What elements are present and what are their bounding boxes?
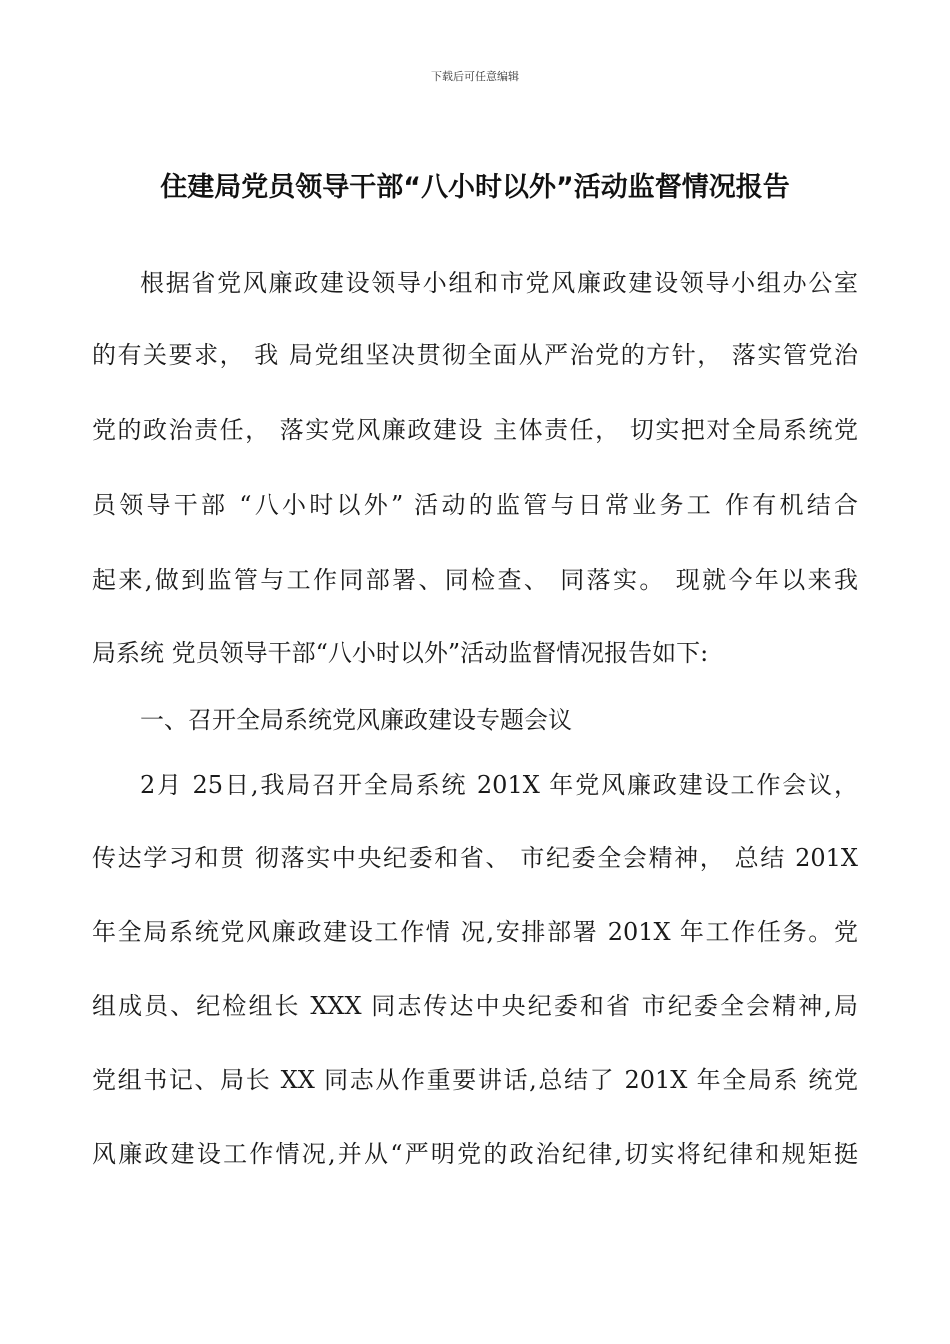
paragraph-line: 起来,做到监管与工作同部署、同检查、 同落实。 现就今年以来我 xyxy=(92,566,858,594)
paragraph-line: 风廉政建设工作情况,并从“严明党的政治纪律,切实将纪律和规矩挺 xyxy=(92,1140,858,1168)
paragraph-line: 2月 25日,我局召开全局系统 201X 年党风廉政建设工作会议， xyxy=(140,771,858,799)
paragraph-line: 年全局系统党风廉政建设工作情 况,安排部署 201X 年工作任务。党 xyxy=(92,918,858,946)
paragraph-line: 组成员、纪检组长 XXX 同志传达中央纪委和省 市纪委全会精神,局 xyxy=(92,992,858,1020)
paragraph-line: 的有关要求， 我 局党组坚决贯彻全面从严治党的方针， 落实管党治 xyxy=(92,341,858,369)
header-note: 下载后可任意编辑 xyxy=(431,70,519,83)
paragraph-line: 党组书记、局长 XX 同志从作重要讲话,总结了 201X 年全局系 统党 xyxy=(92,1066,858,1094)
paragraph-line: 传达学习和贯 彻落实中央纪委和省、 市纪委全会精神， 总结 201X xyxy=(92,844,858,872)
paragraph-line: 党的政治责任， 落实党风廉政建设 主体责任， 切实把对全局系统党 xyxy=(92,416,858,444)
page-title: 住建局党员领导干部“八小时以外”活动监督情况报告 xyxy=(160,172,790,203)
paragraph-line: 局系统 党员领导干部“八小时以外”活动监督情况报告如下: xyxy=(92,639,709,667)
paragraph-line: 员领导干部 “八小时以外” 活动的监管与日常业务工 作有机结合 xyxy=(92,491,858,519)
paragraph-line: 根据省党风廉政建设领导小组和市党风廉政建设领导小组办公室 xyxy=(140,269,858,297)
section-heading: 一、召开全局系统党风廉政建设专题会议 xyxy=(140,706,572,734)
